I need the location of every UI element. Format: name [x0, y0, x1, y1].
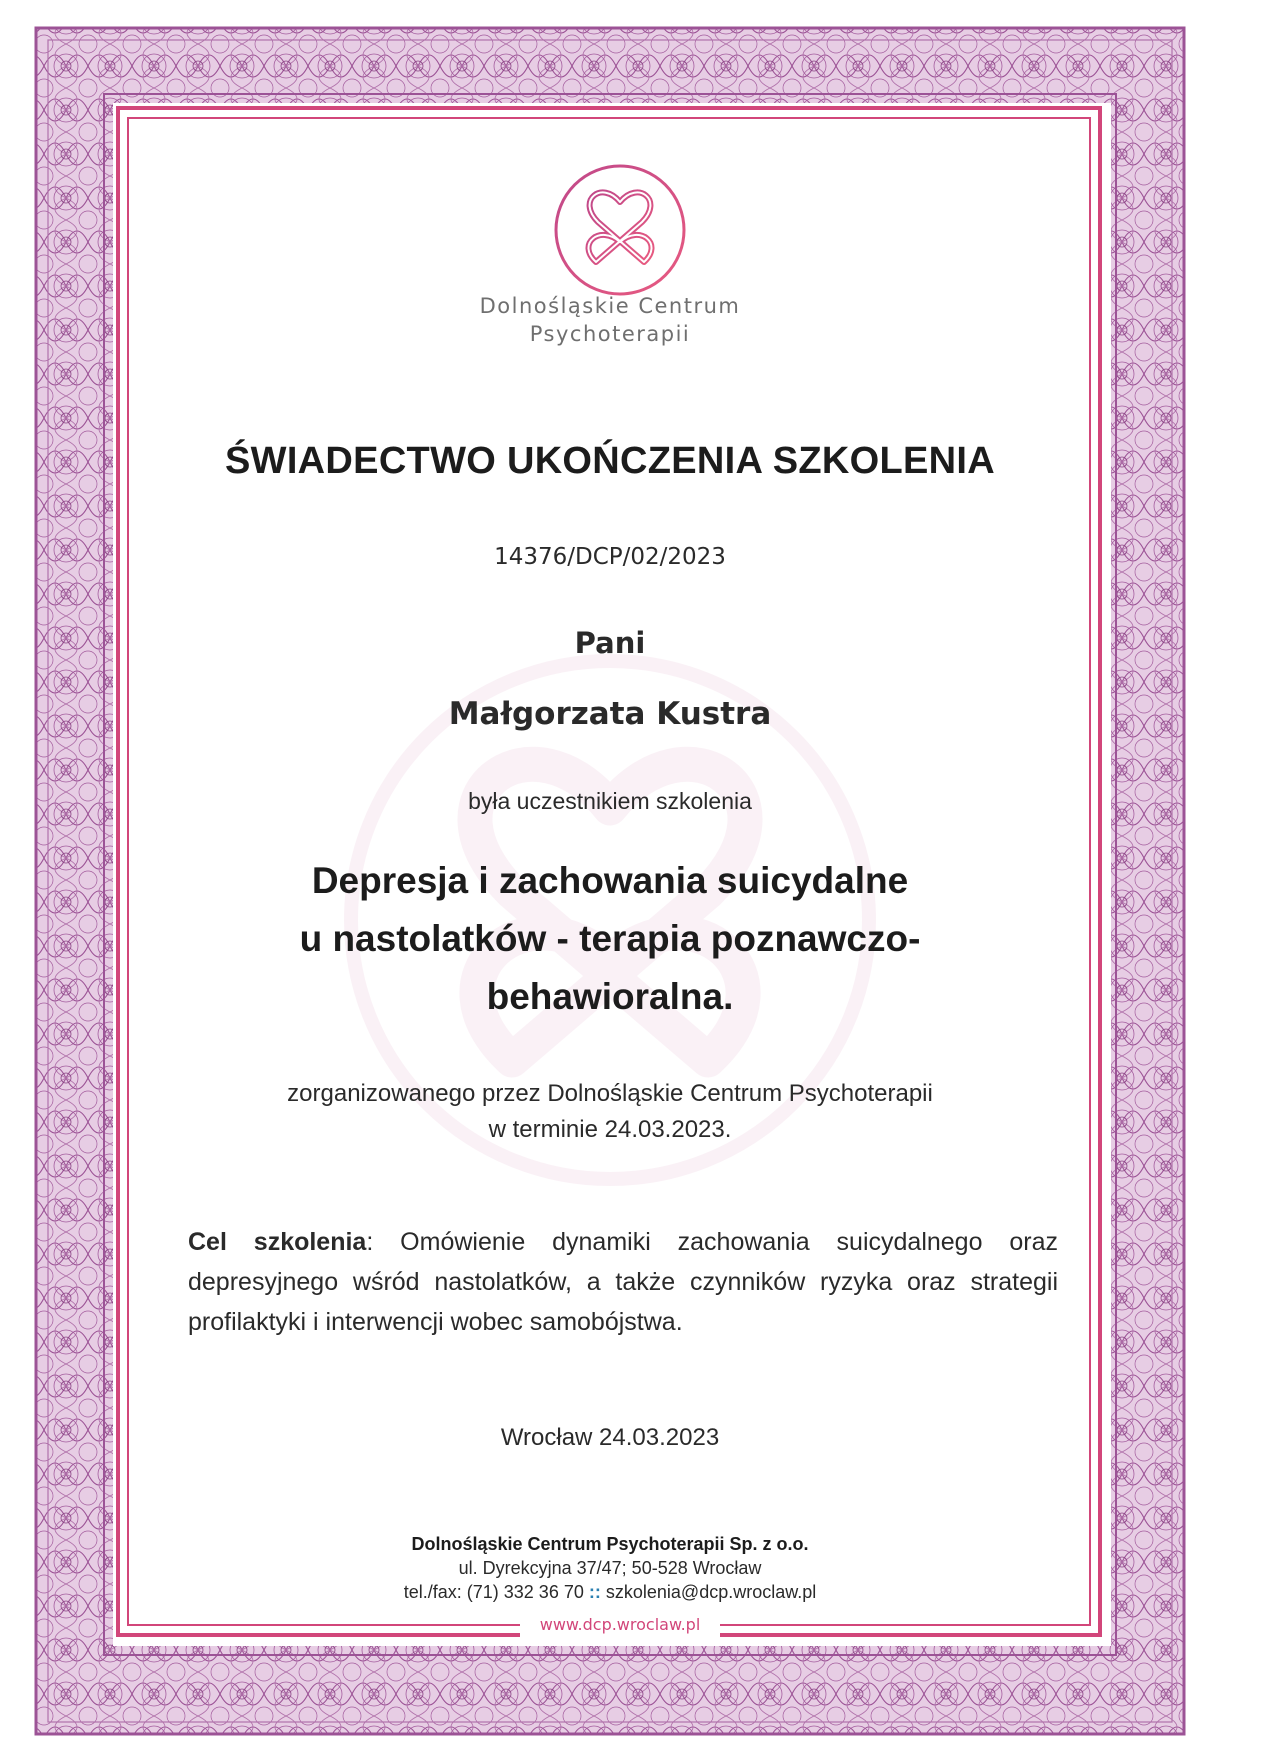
goal-text: : Omówienie dynamiki zachowania suicydalnego oraz depresyjnego wśród nastolatków, a także czynników ryzyka oraz strategii profilaktyki i interwencji wobec samobójstwa.	[188, 1228, 1058, 1336]
place-date: Wrocław 24.03.2023	[500, 1424, 720, 1451]
organizer-line1: zorganizowanego przez Dolnośląskie Centrum Psychoterapii	[287, 1080, 933, 1107]
footer-separator: ::	[588, 1582, 601, 1602]
footer-phone: tel./fax: (71) 332 36 70	[403, 1582, 584, 1602]
logo-text	[130, 292, 1090, 348]
footer-contact	[130, 1582, 1090, 1603]
certificate-number: 14376/DCP/02/2023	[494, 544, 726, 570]
organizer-text	[130, 1076, 1090, 1148]
website-link[interactable]: www.dcp.wroclaw.pl	[520, 1612, 720, 1638]
logo-text-line1: Dolnośląskie Centrum	[479, 294, 741, 318]
course-title-line1: Depresja i zachowania suicydalne	[311, 860, 909, 901]
course-goal	[188, 1222, 1058, 1342]
course-title-line3: behawioralna.	[486, 976, 734, 1017]
certificate-title: ŚWIADECTWO UKOŃCZENIA SZKOLENIA	[225, 440, 995, 482]
footer-email[interactable]: szkolenia@dcp.wroclaw.pl	[605, 1582, 817, 1602]
goal-label: Cel szkolenia	[188, 1228, 367, 1256]
participation-text: była uczestnikiem szkolenia	[468, 788, 752, 814]
footer-company: Dolnośląskie Centrum Psychoterapii Sp. z o.o.	[411, 1534, 809, 1554]
organizer-line2: w terminie 24.03.2023.	[488, 1116, 732, 1143]
logo-text-line2: Psychoterapii	[529, 322, 691, 346]
footer-address: ul. Dyrekcyjna 37/47; 50-528 Wrocław	[458, 1558, 762, 1578]
recipient-name: Małgorzata Kustra	[448, 696, 772, 732]
course-title	[130, 852, 1090, 1026]
course-title-line2: u nastolatków - terapia poznawczo-	[299, 918, 921, 959]
salutation: Pani	[574, 626, 646, 660]
logo-emblem	[540, 150, 700, 310]
